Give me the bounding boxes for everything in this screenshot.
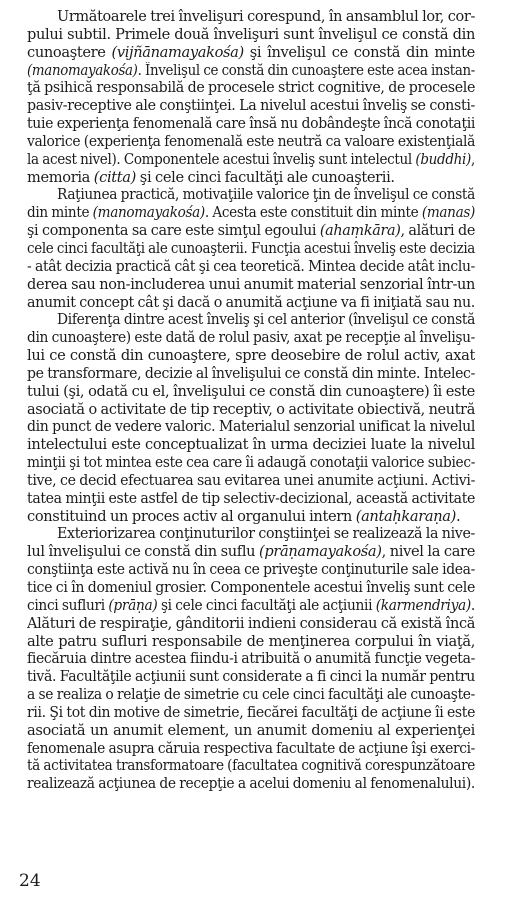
text-span: rii. Şi tot din motive de simetrie, fiecărei facultăţi de acţiune îi este [27, 703, 475, 721]
text-line [27, 401, 475, 419]
text-span: fiecăruia dintre acestea fiindu-i atribuită o anumită funcţie vegeta- [27, 650, 475, 668]
text-span: asociată un anumit element, un anumit domeniu al experienţei [27, 721, 475, 739]
text-span: tice ci în domeniul grosier. Componentele acestui înveliş sunt cele [27, 579, 475, 596]
text-line [27, 151, 475, 169]
text-line [27, 757, 475, 775]
text-span: intelectului este conceptualizat în urma deciziei luate la nivelul [27, 436, 475, 454]
text-line [27, 383, 475, 401]
text-line [27, 775, 475, 793]
text-span: Exteriorizarea conţinuturilor conştiinţei se realizează la nive- [57, 525, 475, 543]
text-span: cinci sufluri [27, 596, 109, 614]
text-line [27, 597, 475, 615]
text-span: Raţiunea practică, motivaţiile valorice ţin de învelişul ce constă [57, 186, 475, 204]
page-number: 24 [19, 871, 41, 891]
text-span: . [470, 596, 475, 614]
text-span: , alături de [400, 222, 475, 240]
text-line [27, 222, 475, 240]
text-line [27, 543, 475, 561]
text-line [27, 79, 475, 97]
italic-term: (citta) [93, 168, 137, 186]
text-line [27, 740, 475, 758]
italic-term: (vijñānamayakośa) [111, 43, 244, 61]
italic-term: (antaḥkaraṇa) [355, 507, 456, 525]
text-span: tive, ce decid efectuarea sau evitarea unei anumite acţiuni. Activi- [27, 471, 475, 489]
italic-term: (buddhi) [415, 150, 471, 168]
text-line [27, 258, 475, 276]
text-span: tului (şi, odată cu el, învelişului ce constă din cunoaştere) îi este [27, 382, 475, 400]
italic-term: (prāṇamayakośa) [259, 543, 382, 561]
text-span: din cunoaştere) este dată de rolul pasiv, axat pe recepţie al învelişu- [27, 329, 475, 347]
text-line [27, 650, 475, 668]
italic-term: (manas) [421, 204, 475, 222]
text-line [27, 418, 475, 436]
text-span: valorice (experienţa fenomenală este neutră ca valoare existenţială [27, 132, 475, 150]
text-span: minţii şi tot mintea este cea care îi adaugă conotaţii valorice subiec- [27, 454, 475, 472]
text-line [27, 490, 475, 508]
text-line [27, 722, 475, 740]
text-span: ţă psihică responsabilă de procesele strict cognitive, de procesele [27, 79, 475, 97]
text-line [27, 633, 475, 651]
text-line [27, 240, 475, 258]
text-line [27, 347, 475, 365]
text-line [27, 454, 475, 472]
text-span: memoria [27, 168, 94, 186]
text-span: - atât decizia practică cât şi cea teoretică. Mintea decide atât inclu- [27, 257, 475, 275]
text-line [27, 186, 475, 204]
text-span: Diferenţa dintre acest înveliş şi cel anterior (învelişul ce constă [57, 311, 475, 329]
text-line [27, 311, 475, 329]
text-line [27, 668, 475, 686]
text-span: . Învelişul ce constă din cunoaştere este acea instan- [137, 61, 475, 79]
text-line [27, 704, 475, 722]
text-span: cunoaştere [27, 43, 112, 61]
text-line [27, 44, 475, 62]
text-span: realizează acţiunea de recepţie a acelui domeniu al fenomenalului). [27, 775, 475, 793]
text-span: din punct de vedere valoric. Materialul senzorial unificat la nivelul [27, 418, 475, 436]
text-span: tatea minţii este astfel de tip selectiv-decizional, această activitate [27, 489, 475, 507]
italic-term: (ahaṃkāra) [319, 222, 401, 240]
text-line [27, 169, 475, 187]
text-line [27, 472, 475, 490]
text-span: tă activitatea transformatoare (facultatea cognitivă corespunzătoare [27, 757, 475, 775]
text-line [27, 579, 475, 597]
text-span: conştiinţa este activă nu în ceea ce priveşte conţinuturile sale idea- [27, 561, 475, 579]
text-line [27, 561, 475, 579]
text-span: pului subtil. Primele două învelişuri sunt învelişul ce constă din [27, 25, 475, 43]
text-span: lul învelişului ce constă din suflu [27, 543, 260, 561]
text-span: a se realiza o relaţie de simetrie cu cele cinci facultăţi ale cunoaşte- [27, 686, 475, 704]
text-span: derea sau non-includerea unui anumit material senzorial într-un [27, 275, 475, 293]
italic-term: (manomayakośa) [92, 204, 205, 222]
text-span: tuie experienţa fenomenală care însă nu dobândeşte încă conotaţii [27, 115, 475, 133]
text-line [27, 133, 475, 151]
text-span: anumit concept cât şi dacă o anumită acţiune va fi iniţiată sau nu. [27, 293, 475, 311]
text-line [27, 8, 475, 26]
italic-term: (karmendriya) [375, 596, 471, 614]
text-span: şi cele cinci facultăţi ale acţiunii [157, 596, 376, 614]
text-line [27, 276, 475, 294]
text-line [27, 525, 475, 543]
text-span: pasiv-receptive ale conştiinţei. La nivelul acestui înveliş se consti- [27, 97, 475, 115]
text-span: şi componenta sa care este simţul egoului [27, 222, 320, 240]
text-span: fenomenale asupra căruia respectiva facultate de acţiune îşi exerci- [27, 739, 475, 757]
text-line [27, 204, 475, 222]
text-line [27, 62, 475, 80]
italic-term: (prāṇa) [108, 596, 158, 614]
text-span: şi învelişul ce constă din minte [243, 43, 475, 61]
text-span: cele cinci facultăţi ale cunoaşterii. Funcţia acestui înveliş este decizia [27, 239, 475, 257]
text-span: . [455, 507, 461, 525]
text-line [27, 686, 475, 704]
page-body [27, 8, 503, 793]
text-span: . Acesta este constituit din minte [204, 204, 422, 222]
text-span: din minte [27, 204, 93, 222]
text-span: Următoarele trei învelişuri corespund, în ansamblul lor, cor- [57, 8, 475, 25]
text-line [27, 329, 475, 347]
text-line [27, 294, 475, 312]
text-line [27, 365, 475, 383]
italic-term: (manomayakośa) [27, 61, 138, 79]
text-span: pe transformare, decizie al învelişului ce constă din minte. Intelec- [27, 364, 475, 382]
text-span: asociată o activitate de tip receptiv, o activitate obiectivă, neutră [27, 400, 475, 418]
text-span: Alături de respiraţie, gânditorii indieni considerau că există încă [27, 614, 475, 632]
text-span: lui ce constă din cunoaştere, spre deosebire de rolul activ, axat [27, 347, 475, 365]
text-line [27, 615, 475, 633]
text-line [27, 436, 475, 454]
text-span: şi cele cinci facultăţi ale cunoaşterii. [136, 168, 395, 186]
text-span: , nivel la care [381, 543, 475, 561]
text-span: la acest nivel). Componentele acestui înveliş sunt intelectul [27, 150, 416, 168]
text-span: constituind un proces activ al organului intern [27, 507, 356, 525]
text-line [27, 508, 475, 526]
text-span: tivă. Facultăţile acţiunii sunt considerate a fi cinci la număr pentru [27, 668, 475, 686]
text-span: , [470, 150, 475, 168]
text-span: alte patru sufluri responsabile de menţinerea corpului în viaţă, [27, 632, 475, 650]
text-line [27, 97, 475, 115]
text-line [27, 115, 475, 133]
text-line [27, 26, 475, 44]
